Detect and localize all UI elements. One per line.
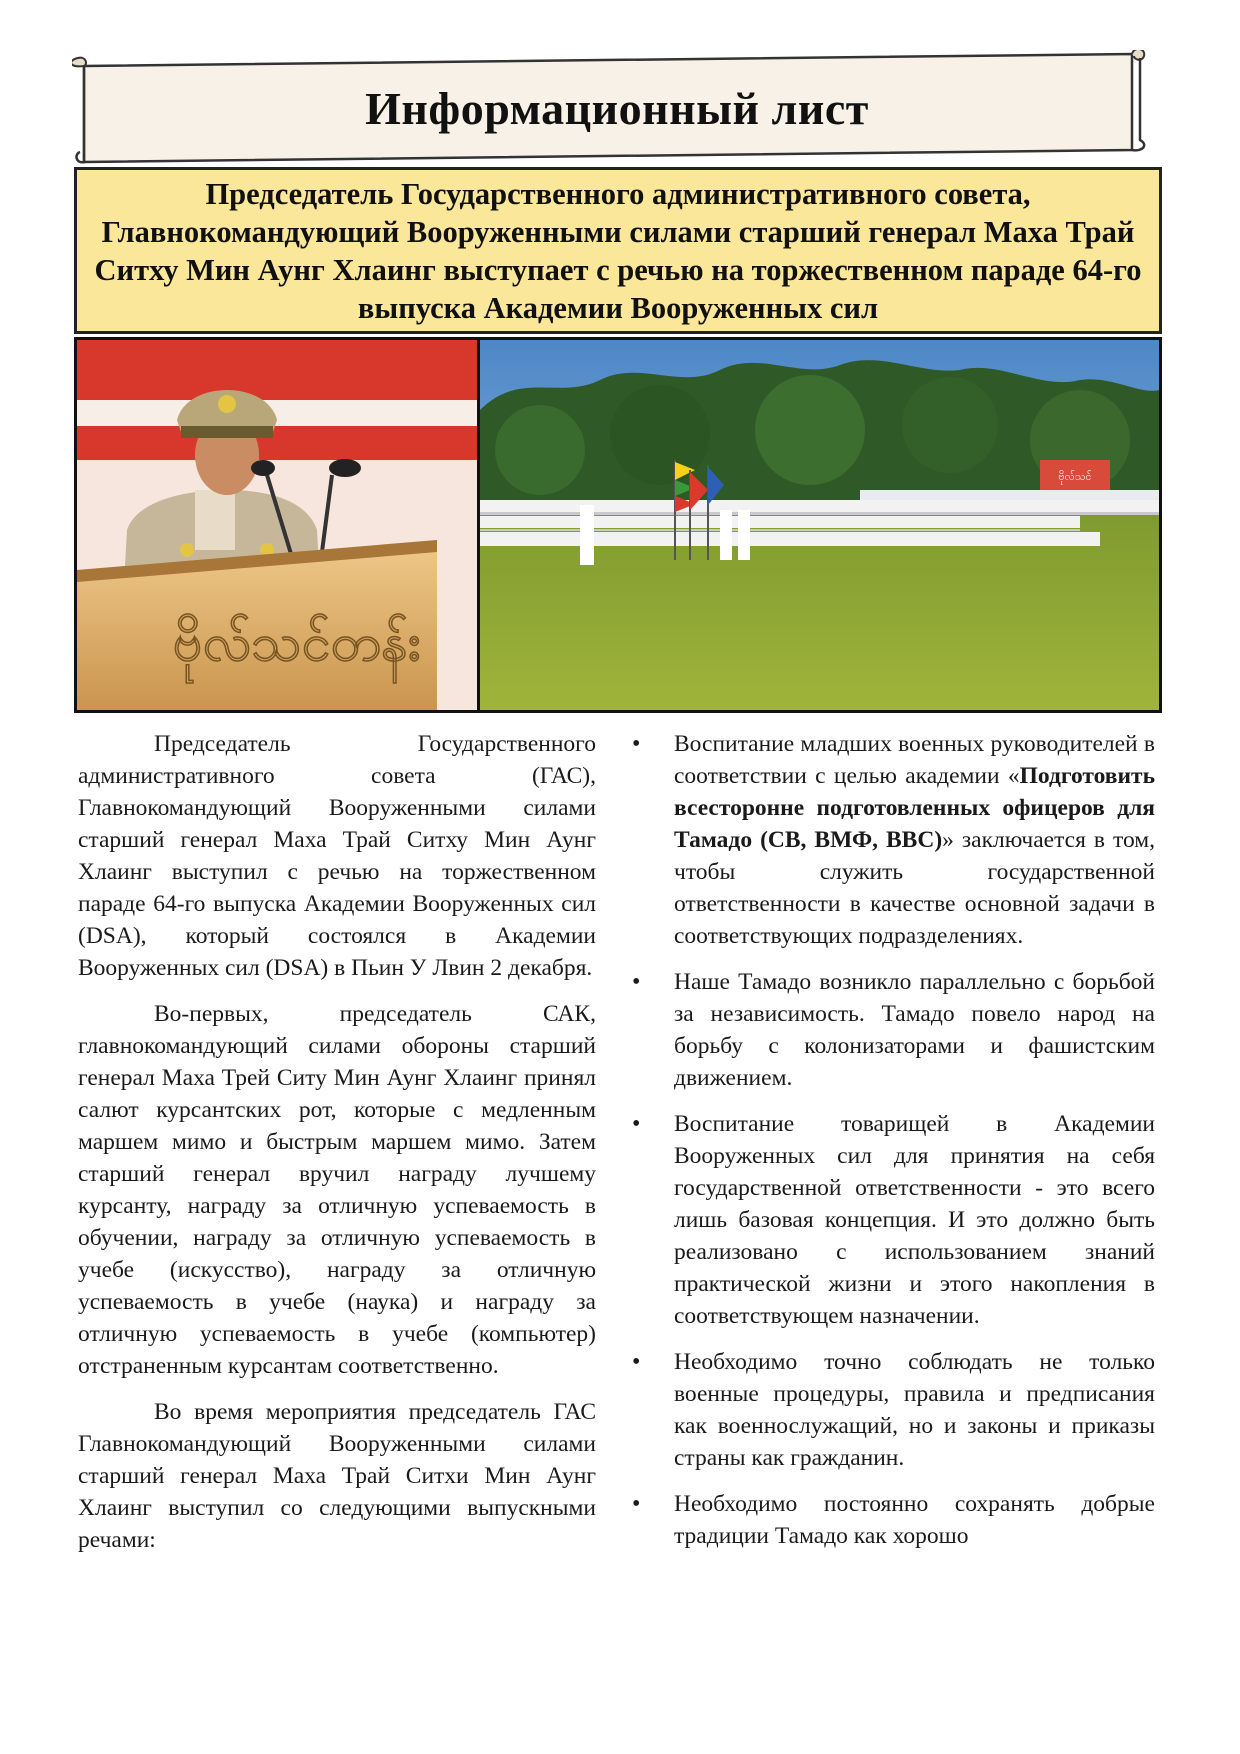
bullet-text: Воспитание младших военных руководителей в соответствии с целью академии « (674, 731, 1155, 789)
parade-photo (480, 340, 1159, 710)
paragraph: Председатель Государственного административного совета (ГАС), Главнокомандующий Вооруженными силами старший генерал Маха Трай Ситху Мин Аунг Хлаинг выступил с речью на торжественном параде 64-го выпуска Академии Вооруженных сил (DSA), который состоялся в Академии Вооруженных сил (DSA) в Пьин У Лвин 2 декабря. (78, 731, 596, 981)
bullet-bold-text: Подготовить всесторонне подготовленных офицеров для Тамадо (СВ, ВМФ, ВВС) (674, 763, 1155, 853)
headline-text: Председатель Государственного административного совета, Главнокомандующий Вооруженными силами старший генерал Маха Трай Ситху Мин Аунг Хлаинг выступает с речью на торжественном параде 64-го выпуска Академии Вооруженных сил (94, 176, 1142, 325)
list-item (632, 728, 1155, 952)
stand-sign: ဗိုလ်သင် (1058, 470, 1092, 483)
bullet-list (632, 728, 1155, 1552)
headline-box (74, 167, 1162, 334)
list-item: • Воспитание товарищей в Академии Вооруженных сил для принятия на себя государственной ответственности - это всего лишь базовая концепция. И это должно быть реализовано с использованием знаний практической жизни и этого накопления в соответствующем назначении. (632, 1108, 1155, 1332)
speaker-photo (77, 340, 477, 710)
paragraph: Во время мероприятия председатель ГАС Главнокомандующий Вооруженными силами старший генерал Маха Трай Ситхи Мин Аунг Хлаинг выступил со следующими выпускными речами: (78, 1399, 596, 1553)
list-item: • Необходимо точно соблюдать не только военные процедуры, правила и предписания как военнослужащий, но и законы и приказы страны как гражданин. (632, 1346, 1155, 1474)
speaker-illustration (77, 340, 477, 710)
list-item: • Наше Тамадо возникло параллельно с борьбой за независимость. Тамадо повело народ на борьбу с колонизаторами и фашистским движением. (632, 966, 1155, 1094)
right-column (632, 728, 1155, 1566)
podium-script: ဗိုလ်သင်တန်း (172, 613, 422, 673)
left-column (78, 728, 596, 1570)
photo-strip (74, 337, 1162, 713)
paragraph: Во-первых, председатель САК, главнокомандующий силами обороны старший генерал Маха Трей Ситу Мин Аунг Хлаинг принял салют курсантских рот, которые с медленным маршем мимо и быстрым маршем мимо. Затем старший генерал вручил награду лучшему курсанту, награду за отличную успеваемость в обучении, награду за отличную успеваемость в учебе (искусство), награду за отличную успеваемость в учебе (наука) и награду за отличную успеваемость в учебе (компьютер) отстраненным курсантам соответственно. (78, 1001, 596, 1379)
parade-illustration (480, 340, 1159, 710)
title-banner (72, 50, 1162, 166)
bullet-text: » заключается в том, чтобы служить государственной ответственности в качестве основной задачи в соответствующих подразделениях. (674, 827, 1155, 949)
page-title: Информационный лист (365, 82, 869, 134)
list-item: • Необходимо постоянно сохранять добрые традиции Тамадо как хорошо (632, 1488, 1155, 1552)
